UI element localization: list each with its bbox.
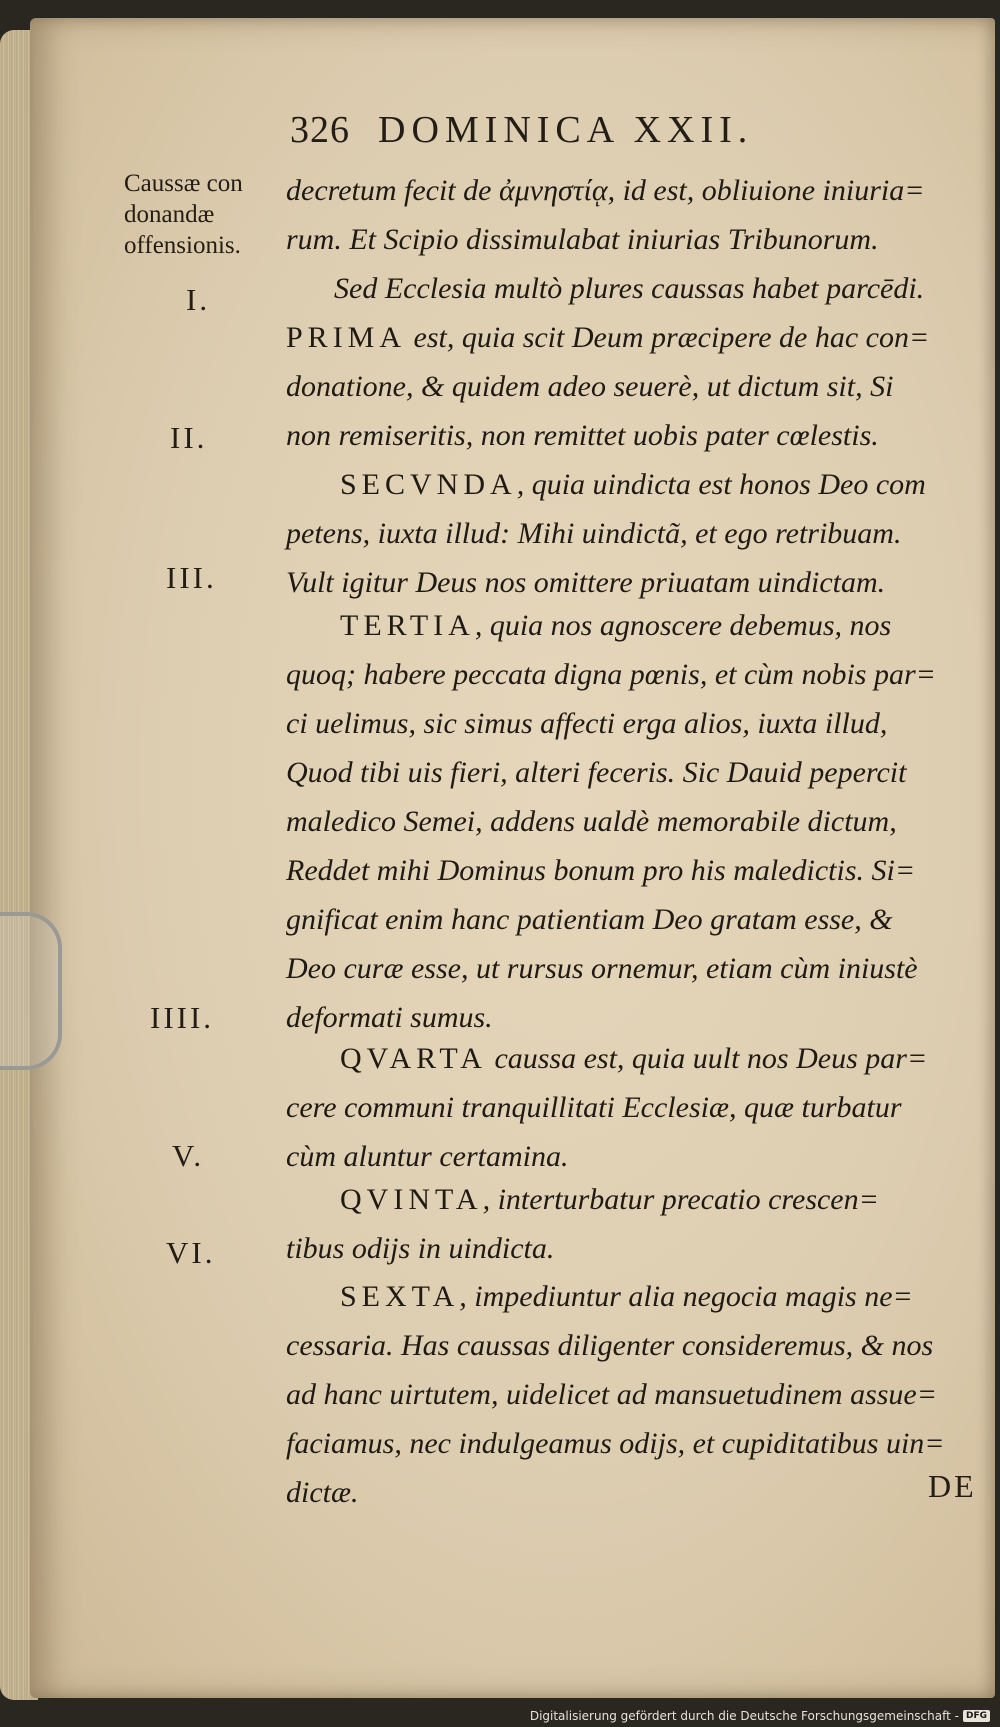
paragraph-prima bbox=[286, 313, 986, 460]
digitization-credit bbox=[530, 1709, 990, 1723]
margin-note-line: donandæ bbox=[124, 201, 215, 228]
margin-note-line: offensionis. bbox=[124, 232, 241, 259]
text-line: QVARTA caussa est, quia uult nos Deus par= bbox=[340, 1042, 928, 1075]
margin-note bbox=[124, 168, 284, 261]
paragraph-secunda bbox=[286, 460, 986, 607]
numeral-5: V. bbox=[172, 1138, 205, 1173]
text-line: non remiseritis, non remittet uobis pater cœlestis. bbox=[286, 419, 879, 452]
text-line: petens, iuxta illud: Mihi uindictã, et ego retribuam. bbox=[286, 517, 902, 550]
text-line: faciamus, nec indulgeamus odijs, et cupiditatibus uin= bbox=[286, 1427, 945, 1460]
page-clip bbox=[0, 912, 62, 1070]
text-line: TERTIA, quia nos agnoscere debemus, nos bbox=[340, 609, 892, 642]
page-title: DOMINICA XXII. bbox=[378, 109, 754, 151]
text-line: PRIMA est, quia scit Deum præcipere de hac con= bbox=[286, 321, 930, 354]
paragraph-sexta bbox=[286, 1272, 986, 1517]
running-header bbox=[290, 108, 930, 152]
text-line: SEXTA, impediuntur alia negocia magis ne= bbox=[340, 1280, 913, 1313]
numeral-3: III. bbox=[166, 560, 217, 595]
paragraph-quarta bbox=[286, 1034, 986, 1181]
text-line: cere communi tranquillitati Ecclesiæ, quæ turbatur bbox=[286, 1091, 902, 1124]
text-line: decretum fecit de ἀμνηστίᾳ, id est, obliuione iniuria= bbox=[286, 174, 925, 207]
text-line: QVINTA, interturbatur precatio crescen= bbox=[340, 1183, 879, 1216]
text-line: deformati sumus. bbox=[286, 1001, 493, 1034]
text-line: Sed Ecclesia multò plures caussas habet parcēdi. bbox=[334, 272, 925, 305]
text-line: ci uelimus, sic simus affecti erga alios, iuxta illud, bbox=[286, 707, 888, 740]
text-line: SECVNDA, quia uindicta est honos Deo com bbox=[340, 468, 926, 501]
paragraph-lead-word: SECVNDA bbox=[340, 468, 517, 501]
paragraph-lead-word: TERTIA bbox=[340, 609, 475, 642]
text-line: ad hanc uirtutem, uidelicet ad mansuetudinem assue= bbox=[286, 1378, 937, 1411]
text-line: rum. Et Scipio dissimulabat iniurias Tribunorum. bbox=[286, 223, 879, 256]
text-line: Quod tibi uis fieri, alteri feceris. Sic Dauid pepercit bbox=[286, 756, 907, 789]
dfg-logo-icon: DFG bbox=[963, 1710, 990, 1722]
text-line: gnificat enim hanc patientiam Deo gratam esse, & bbox=[286, 903, 893, 936]
text-line: cùm aluntur certamina. bbox=[286, 1140, 569, 1173]
credit-text: Digitalisierung gefördert durch die Deutsche Forschungsgemeinschaft - bbox=[529, 1709, 959, 1723]
text-line: cessaria. Has caussas diligenter consideremus, & nos bbox=[286, 1329, 934, 1362]
text-line: quoq; habere peccata digna pœnis, et cùm nobis par= bbox=[286, 658, 936, 691]
numeral-4: IIII. bbox=[150, 1000, 215, 1035]
paragraph-tertia bbox=[286, 601, 986, 1042]
numeral-6: VI. bbox=[166, 1235, 216, 1270]
margin-note-line: Caussæ con bbox=[124, 170, 243, 197]
paragraph-lead-word: PRIMA bbox=[286, 321, 407, 354]
text-line: dictæ. bbox=[286, 1476, 359, 1509]
text-line: maledico Semei, addens ualdè memorabile dictum, bbox=[286, 805, 897, 838]
text-line: tibus odijs in uindicta. bbox=[286, 1232, 555, 1265]
numeral-1: I. bbox=[186, 282, 211, 317]
text-line: Reddet mihi Dominus bonum pro his maledictis. Si= bbox=[286, 854, 916, 887]
text-line: donatione, & quidem adeo seuerè, ut dictum sit, Si bbox=[286, 370, 894, 403]
numeral-2: II. bbox=[170, 420, 208, 455]
text-line: Vult igitur Deus nos omittere priuatam uindictam. bbox=[286, 566, 886, 599]
paragraph-intro bbox=[286, 166, 986, 313]
text-line: Deo curæ esse, ut rursus ornemur, etiam cùm iniustè bbox=[286, 952, 918, 985]
paragraph-lead-word: QVINTA bbox=[340, 1183, 483, 1216]
paragraph-lead-word: QVARTA bbox=[340, 1042, 487, 1075]
page-number: 326 bbox=[290, 109, 350, 151]
catchword: DE bbox=[928, 1468, 977, 1504]
paragraph-lead-word: SEXTA bbox=[340, 1280, 460, 1313]
paragraph-quinta bbox=[286, 1175, 986, 1273]
